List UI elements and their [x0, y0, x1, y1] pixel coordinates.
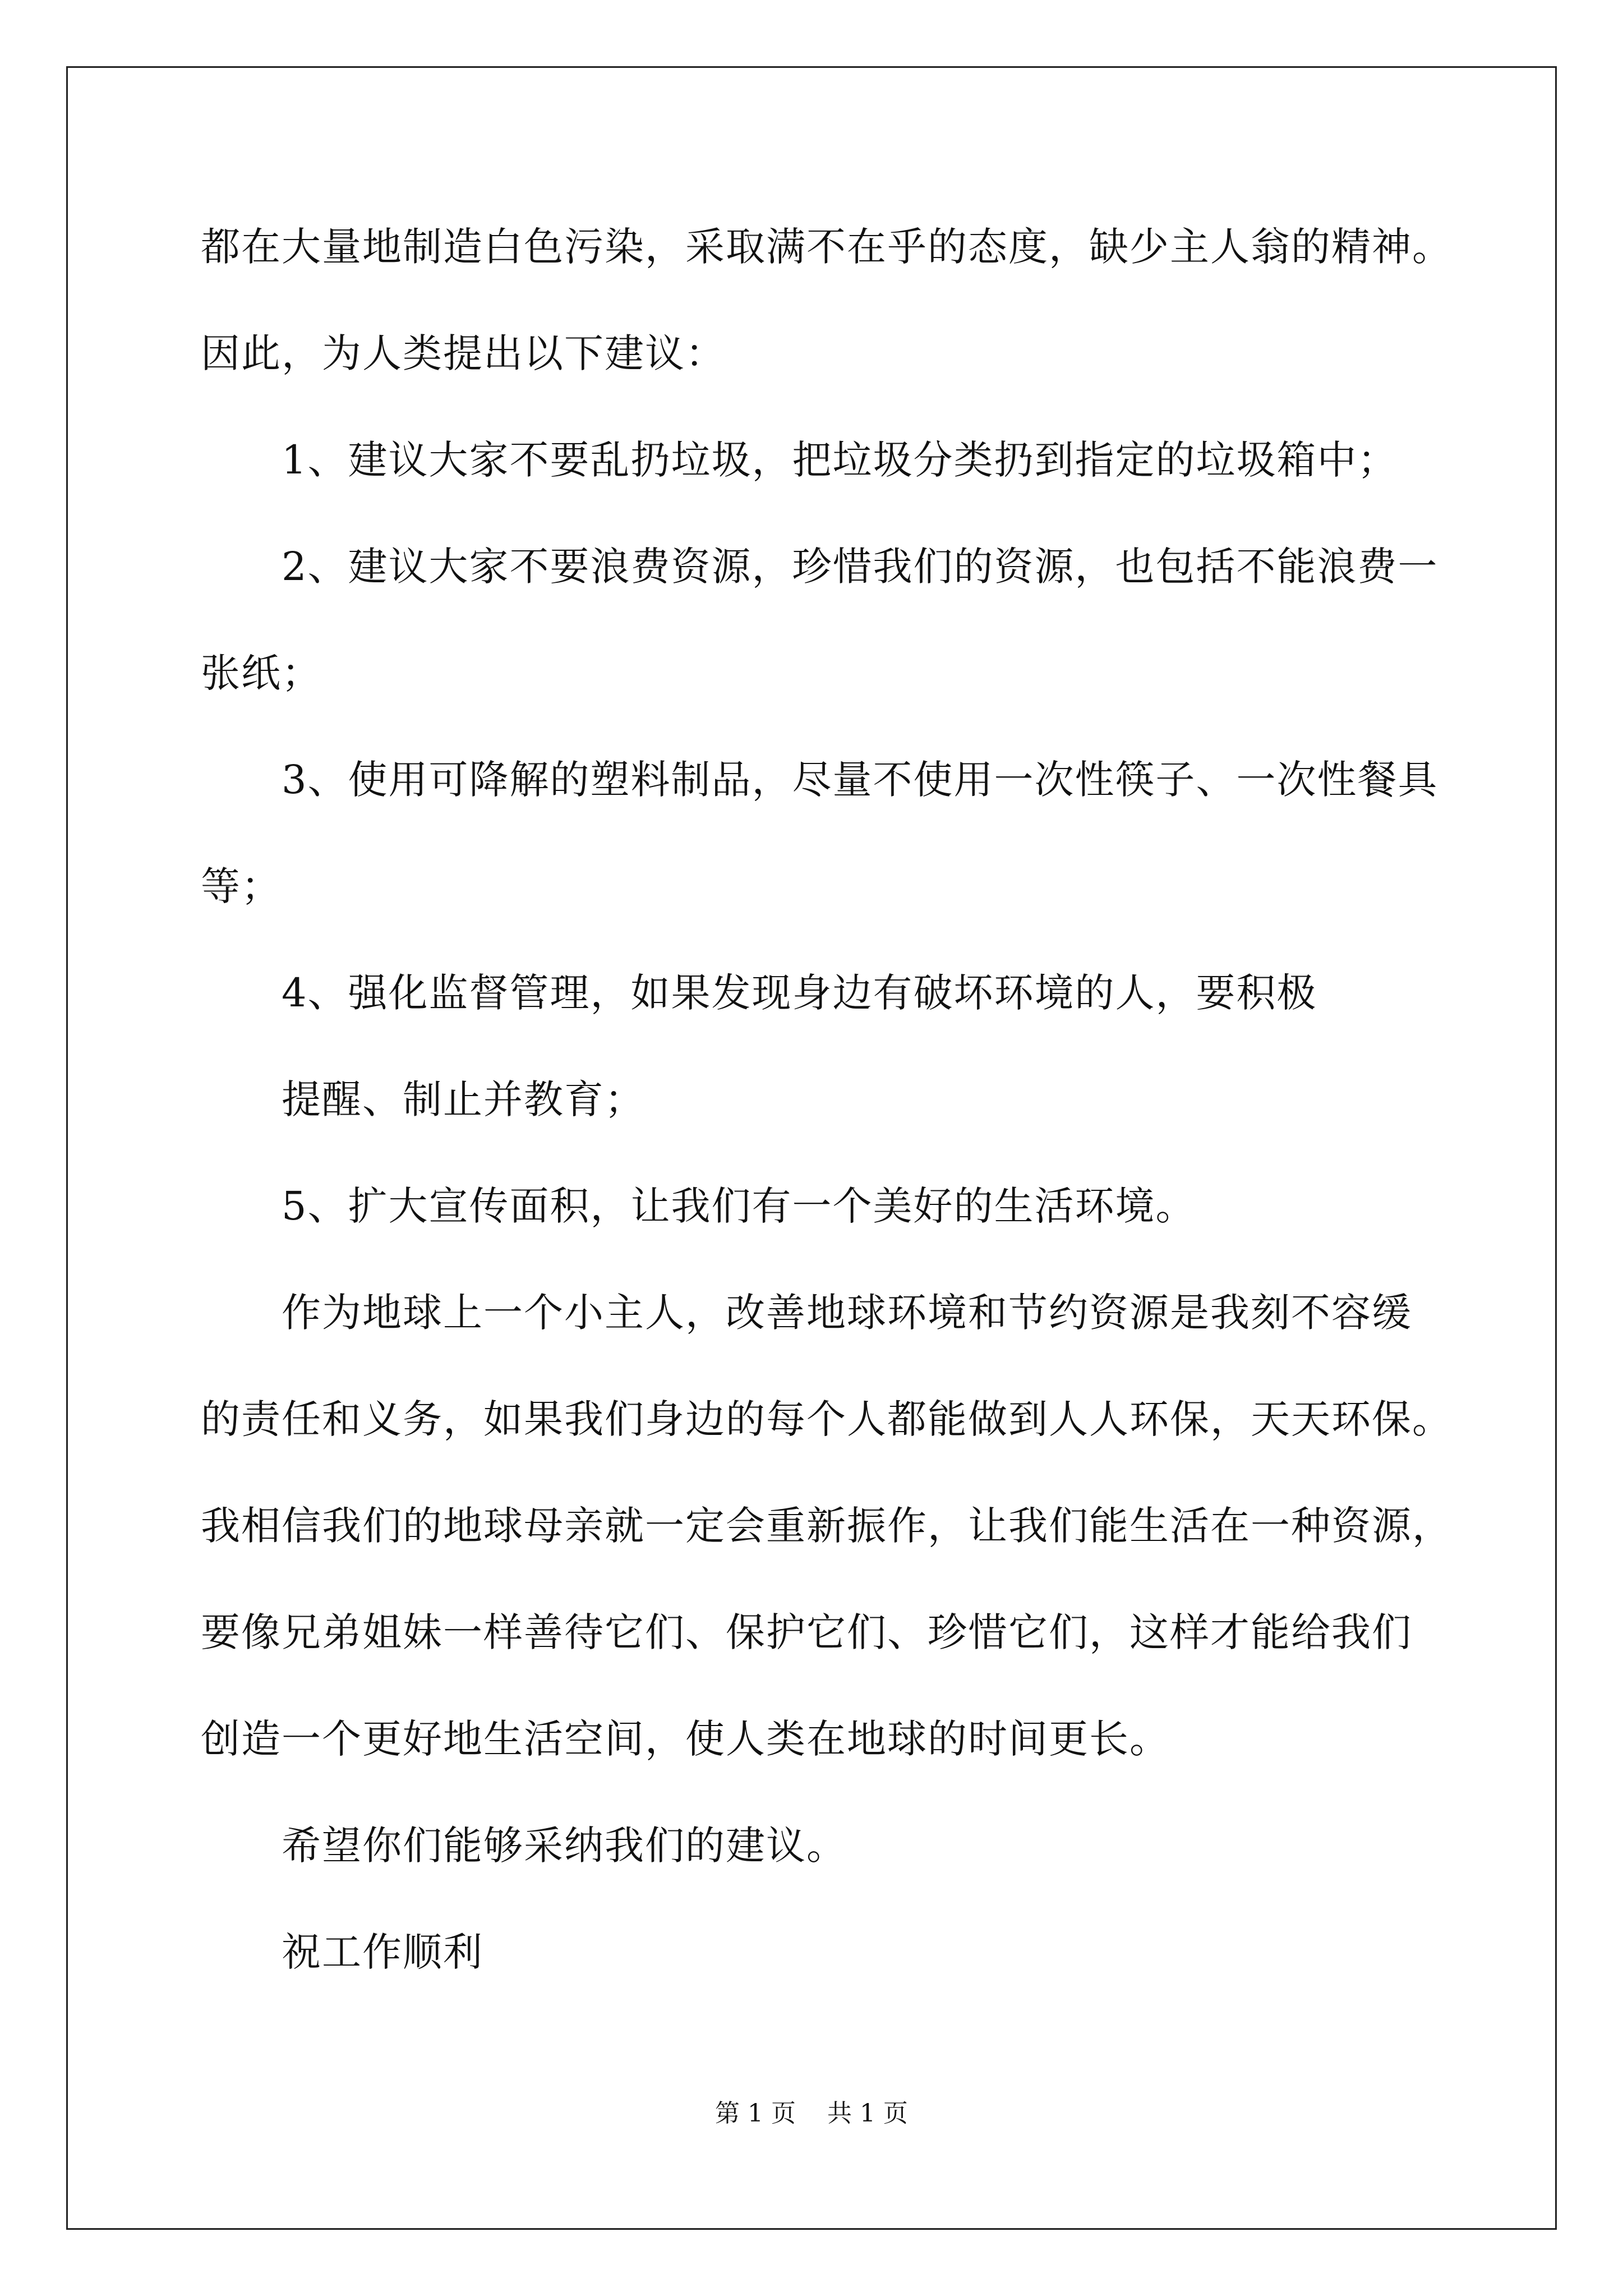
- text-line: 张纸；: [201, 650, 322, 696]
- list-item-2: 2、建议大家不要浪费资源，珍惜我们的资源，也包括不能浪费一: [282, 544, 1438, 590]
- text-line: 都在大量地制造白色污染，采取满不在乎的态度，缺少主人翁的精神。: [201, 224, 1453, 270]
- text-line: 创造一个更好地生活空间，使人类在地球的时间更长。: [201, 1716, 1170, 1762]
- list-item-4: 4、强化监督管理，如果发现身边有破坏环境的人，要积极: [282, 970, 1317, 1016]
- list-item-5: 5、扩大宣传面积，让我们有一个美好的生活环境。: [282, 1183, 1196, 1229]
- page-border: [66, 66, 1557, 2230]
- page-number: 第 1 页 共 1 页: [715, 2099, 908, 2128]
- text-line: 提醒、制止并教育；: [282, 1076, 645, 1122]
- text-line: 等；: [201, 863, 282, 909]
- list-item-3: 3、使用可降解的塑料制品，尽量不使用一次性筷子、一次性餐具: [282, 757, 1438, 803]
- text-line: 要像兄弟姐妹一样善待它们、保护它们、珍惜它们，这样才能给我们: [201, 1609, 1412, 1655]
- text-line: 的责任和义务，如果我们身边的每个人都能做到人人环保，天天环保。: [201, 1396, 1453, 1442]
- salutation: 祝工作顺利: [282, 1929, 483, 1975]
- list-item-1: 1、建议大家不要乱扔垃圾，把垃圾分类扔到指定的垃圾箱中；: [282, 437, 1398, 483]
- text-line: 我相信我们的地球母亲就一定会重新振作，让我们能生活在一种资源，: [201, 1503, 1453, 1549]
- paragraph-start: 作为地球上一个小主人，改善地球环境和节约资源是我刻不容缓: [282, 1290, 1412, 1336]
- text-line: 因此，为人类提出以下建议：: [201, 330, 726, 376]
- closing-line: 希望你们能够采纳我们的建议。: [282, 1823, 847, 1869]
